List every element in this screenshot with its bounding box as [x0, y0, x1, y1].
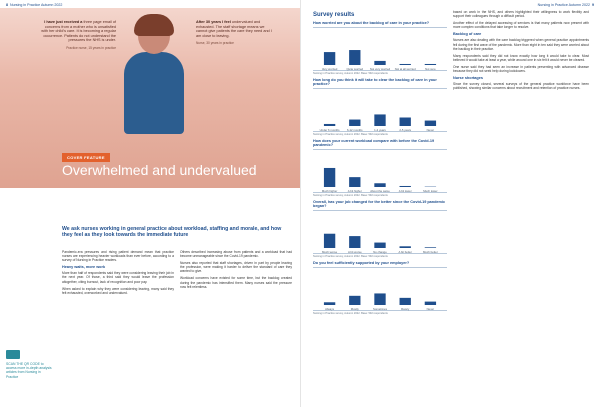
- page-number-left: 8: [6, 3, 8, 7]
- quote-left-body: three page email of concerns from a mother who is unsatisfied with her child's care. It is becoming a regular occurrence. Patients do not understand the pressures the NHS is under.: [41, 20, 116, 43]
- bar-chart-svg: [313, 28, 447, 72]
- bar-chart: [313, 267, 447, 311]
- article-title: Overwhelmed and undervalued: [62, 162, 257, 178]
- bar: [349, 296, 360, 305]
- x-tick-label: 6-12 months: [347, 128, 363, 132]
- qr-code-icon: [6, 350, 20, 359]
- bar: [400, 64, 411, 65]
- x-tick-label: No change: [373, 250, 387, 254]
- article-column-2: [180, 250, 292, 292]
- bar: [374, 114, 385, 126]
- x-tick-label: Much better: [423, 250, 438, 254]
- bar-chart: [313, 210, 447, 254]
- bar: [324, 302, 335, 305]
- bar-chart: [313, 149, 447, 193]
- hero-quote-right: [196, 20, 274, 46]
- paragraph: Others described increasing abuse from patients and a workload that had become unmanageable since the Covid-19 pandemic.: [180, 250, 292, 259]
- figure-body: [124, 52, 184, 134]
- x-tick-label: A bit better: [398, 250, 412, 254]
- chart-question: How worried are you about the backlog of care in your practice?: [313, 21, 430, 25]
- quote-right-lead: After 30 years I feel: [196, 20, 231, 24]
- bar-chart-svg: [313, 211, 447, 255]
- x-tick-label: A bit worse: [347, 250, 362, 254]
- bar-chart-svg: [313, 89, 447, 133]
- bar: [425, 247, 436, 248]
- x-tick-label: Much lower: [423, 189, 438, 193]
- bar: [425, 64, 436, 65]
- survey-title: Survey results: [313, 12, 355, 18]
- quote-right-body: undervalued and exhausted. The staff shortage means we cannot give patients the care they need and I am close to leaving.: [196, 20, 272, 38]
- x-tick-label: Mostly: [350, 307, 359, 311]
- bar: [374, 243, 385, 248]
- paragraph: When asked to explain why they were considering leaving, many said they felt exhausted, overworked and undervalued.: [62, 286, 174, 295]
- paragraph: One nurse said they had seen an increase in patients presenting with advanced disease because they did not seek help during lockdowns.: [453, 64, 589, 74]
- x-tick-label: Quite worried: [346, 67, 364, 71]
- chart-source: Nursing in Practice survey, Autumn 2022. Base: 592 respondents: [313, 133, 388, 136]
- chart-source: Nursing in Practice survey, Autumn 2022. Base: 592 respondents: [313, 312, 388, 315]
- running-title-right: Nursing in Practice Autumn 2022: [537, 3, 590, 7]
- bar-chart: [313, 88, 447, 132]
- chart-source: Nursing in Practice survey, Autumn 2022. Base: 592 respondents: [313, 72, 388, 75]
- bar: [324, 52, 335, 65]
- chart-question: Overall, has your job changed for the better since the Covid-19 pandemic began?: [313, 200, 446, 208]
- paragraph: Workload concerns have existed for some time, but the backlog created during the pandemic has intensified them. Many nurses said the pressure now felt relentless.: [180, 276, 292, 289]
- quote-right-attribution: Nurse, 30 years in practice: [196, 41, 234, 46]
- x-tick-label: Not at all worried: [394, 67, 416, 71]
- chart-question: How long do you think it will take to clear the backlog of care in your practice?: [313, 78, 437, 86]
- subheading: Nurse shortages: [453, 76, 483, 81]
- paragraph: Another effect of the delayed accessing of services is that many patients now present with more complex conditions that take longer to resolve.: [453, 21, 589, 30]
- paragraph: More than half of respondents said they were considering leaving their job in the next year. Of those, a third said they would leave the profession altogether, citing burnout, lack of recognition and poor pay.: [62, 271, 174, 284]
- paragraph: based on work in the NHS, and others highlighted their willingness to work flexibly and support their colleagues through a difficult period.: [453, 10, 589, 19]
- survey-results-panel: [313, 8, 447, 317]
- standfirst: We ask nurses working in general practice about workload, staffing and morale, and how they feel as they look towards the immediate future: [62, 226, 282, 239]
- chart-source: Nursing in Practice survey, Autumn 2022. Base: 592 respondents: [313, 255, 388, 258]
- hero-quote-left: [38, 20, 116, 51]
- quote-left-lead: I have just received a: [44, 20, 83, 24]
- bar-chart-svg: [313, 268, 447, 312]
- page-number-right: 9: [592, 3, 594, 7]
- paragraph: Nurses also reported that staff shortages, driven in part by people leaving the profession, were making it harder to deliver the standard of care they wanted to give.: [180, 261, 292, 274]
- hero-image: [0, 8, 300, 188]
- x-tick-label: A bit lower: [398, 189, 412, 193]
- paragraph: Many respondents said they did not know exactly how long it would take to clear. Most believed it would take at least a year, while around one in six felt it would never be cleared.: [453, 53, 589, 62]
- bar: [374, 61, 385, 65]
- bar: [400, 246, 411, 248]
- bar: [324, 168, 335, 187]
- article-column-3: [453, 10, 589, 93]
- bar: [425, 121, 436, 126]
- bar-chart: [313, 27, 447, 71]
- section-tag: COVER FEATURE: [62, 153, 110, 162]
- x-tick-label: Much higher: [321, 189, 338, 193]
- x-tick-label: 1-2 years: [374, 128, 386, 132]
- bar: [349, 236, 360, 248]
- bar: [400, 298, 411, 305]
- bar: [400, 118, 411, 127]
- bar: [374, 293, 385, 305]
- x-tick-label: Not very worried: [369, 67, 391, 71]
- right-page: [300, 0, 600, 407]
- paragraph: Since the survey closed, several surveys of the general practice workforce have been published, showing similar concerns about recruitment and retention of practice nurses.: [453, 82, 589, 91]
- bar-chart-svg: [313, 150, 447, 194]
- bar: [400, 186, 411, 187]
- x-tick-label: 2-5 years: [399, 128, 412, 132]
- x-tick-label: Under 6 months: [319, 128, 340, 132]
- nurse-figure-illustration: [118, 14, 188, 134]
- figure-hair: [134, 14, 174, 36]
- qr-note-text: SCAN THE QR CODE to access more in-depth analysis articles from Nursing in Practice: [6, 362, 52, 379]
- x-tick-label: Never: [426, 128, 435, 132]
- survey-charts: [313, 21, 447, 315]
- x-tick-label: Sometimes: [373, 307, 387, 311]
- bar: [425, 302, 436, 305]
- x-tick-label: About the same: [370, 189, 390, 193]
- subheading: Heavy waits, more work: [62, 265, 106, 270]
- paragraph: Pandemic-era pressures and rising patient demand mean that practice nurses are experiencing heavier workloads than ever before, according to a survey of Nursing in Practice readers.: [62, 250, 174, 263]
- running-title-left: Nursing in Practice Autumn 2022: [10, 3, 63, 7]
- bar: [324, 124, 335, 126]
- chart-question: How does your current workload compare with before the Covid-19 pandemic?: [313, 139, 435, 147]
- running-head-right: [538, 3, 594, 7]
- quote-left-attribution: Practice nurse, 15 years in practice: [66, 45, 116, 50]
- bar: [374, 183, 385, 187]
- x-tick-label: Much worse: [322, 250, 338, 254]
- x-tick-label: Not sure: [425, 67, 436, 71]
- running-head-left: [6, 3, 62, 7]
- bar: [349, 177, 360, 187]
- qr-sidebar-note[interactable]: [6, 350, 52, 379]
- x-tick-label: Very worried: [321, 67, 338, 71]
- bar: [324, 234, 335, 248]
- chart-source: Nursing in Practice survey, Autumn 2022. Base: 592 respondents: [313, 194, 388, 197]
- x-tick-label: Always: [325, 307, 335, 311]
- bar: [349, 50, 360, 65]
- paragraph: Nurses are also dealing with the care backlog triggered when general practice appointments fell during the first wave of the pandemic. More than eight in ten said they were worried about the backlog in their practice.: [453, 38, 589, 51]
- article-column-1: [62, 250, 174, 298]
- chart-question: Do you feel sufficiently supported by your employer?: [313, 261, 410, 265]
- x-tick-label: Never: [426, 307, 435, 311]
- subheading: Backlog of care: [453, 32, 482, 37]
- bar: [349, 120, 360, 126]
- x-tick-label: A bit higher: [347, 189, 362, 193]
- x-tick-label: Rarely: [401, 307, 410, 311]
